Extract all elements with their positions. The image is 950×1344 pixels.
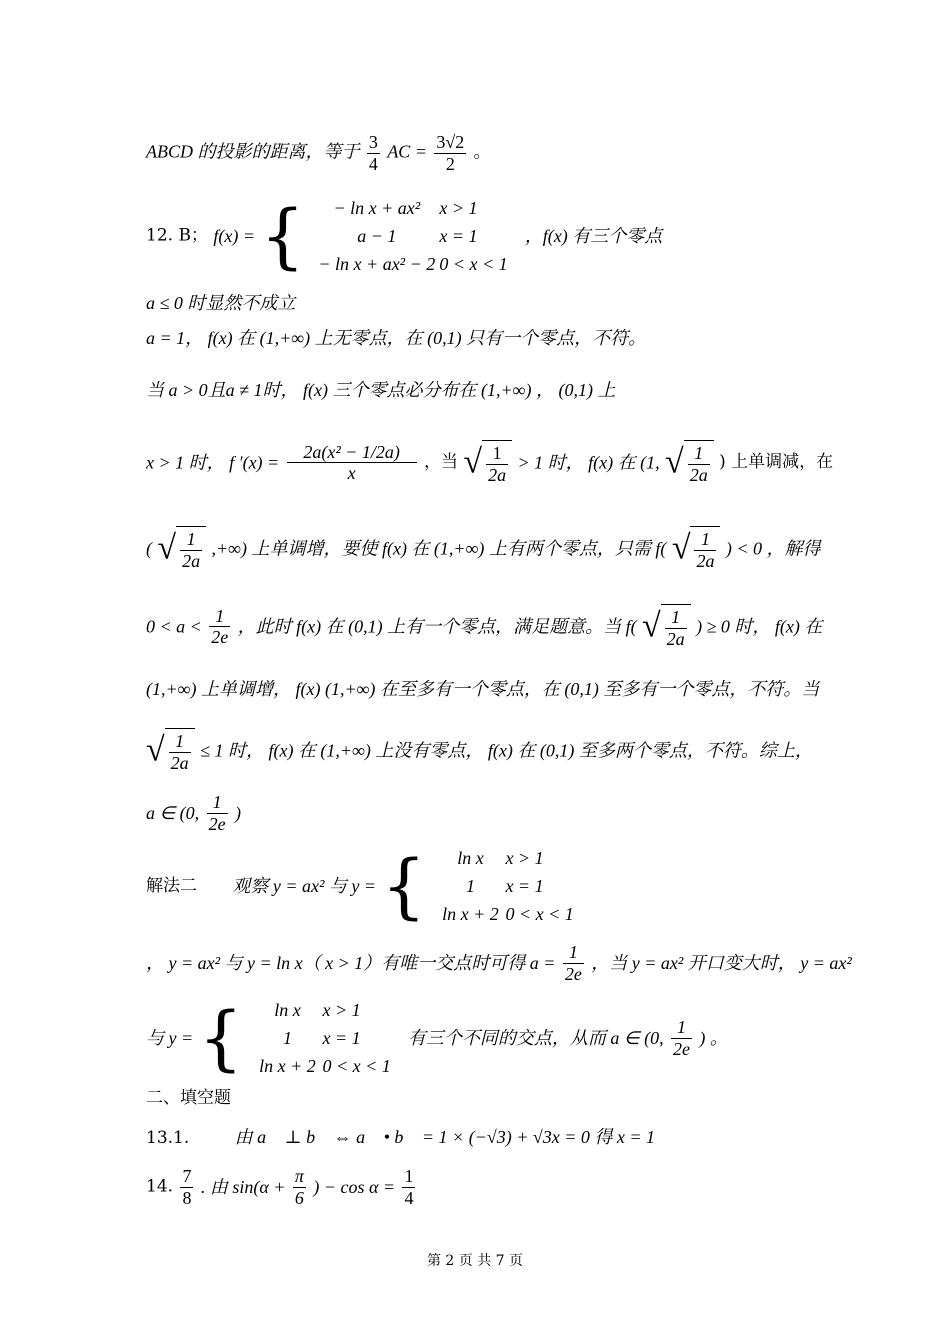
sqrt-1-over-2a: √ $\frac{1}{2a}$ <box>157 526 206 571</box>
line-answer: a ∈ (0, $\frac{1}{2e}$ ) <box>146 792 241 834</box>
line-increasing-2: (1,+∞) 上单调增， f(x) (1,+∞) 在至多有一个零点，在 (0,1) 至多有一个零点，不符。当 <box>146 679 820 699</box>
fraction-pi-6: $\frac{\pi}{6}$ <box>294 1166 304 1208</box>
sqrt-1-over-2a: √ $\frac{1}{2a}$ <box>642 604 691 649</box>
fraction-1-2e: $\frac{1}{2e}$ <box>673 1016 690 1059</box>
piecewise-cases-2: ln x x > 1 1 x = 1 ln x + 2 0 < x < 1 <box>442 848 574 924</box>
line-le-one: √ $\frac{1}{2a}$ ≤ 1 时， f(x) 在 (1,+∞) 上没有零点， f(x) 在 (0,1) 至多两个零点，不符。综上， <box>146 728 813 773</box>
derivative-fraction: $\frac{\text{2a(x² − 1/2a)}}{x}$ <box>287 442 417 484</box>
method2-line: 解法二 观察 y = ax² 与 y = { ln x x > 1 1 x = 1 ln x + 2 0 < x < 1 <box>146 844 585 928</box>
line-derivative: x > 1 时， f ′(x) = $\frac{\text{2a(x² − 1/2a)}}{x}$ ，当 √ $\frac{1}{2a}$ > 1 时， f(x) 在 (1, √ $\frac{1}{2a}$ ) 上单调减，在 <box>146 441 834 485</box>
line-a-eq-one: a = 1， f(x) 在 (1,+∞) 上无零点，在 (0,1) 只有一个零点，不符。 <box>146 328 647 348</box>
fraction-3-4: $\frac{3}{4}$ <box>368 132 378 174</box>
text: ABCD 的投影的距离，等于 <box>146 141 360 162</box>
piecewise-cases-3: ln x x > 1 1 x = 1 ln x + 2 0 < x < 1 <box>259 1000 391 1076</box>
left-brace-icon: { <box>198 997 244 1079</box>
piecewise-cases: − ln x + ax² x > 1 a − 1 x = 1 − ln x + ax² − 2 0 < x < 1 <box>318 198 508 274</box>
line-projection: ABCD 的投影的距离，等于 $\frac{3}{4}$ AC = $\frac{3√2}{2}$ 。 <box>146 132 491 174</box>
q12-definition: 12. B； f(x) = { − ln x + ax² x > 1 a − 1 x = 1 − ln x + ax² − 2 0 < x < 1 ，f(x) 有三个零点 <box>146 195 663 277</box>
line-solution: 0 < a < $\frac{1}{2e}$ ，此时 f(x) 在 (0,1) 上有一个零点，满足题意。当 f( √ $\frac{1}{2a}$ ) ≥ 0 时， f(x) 在 <box>146 605 823 649</box>
q14-line: 14. $\frac{7}{8}$ . 由 sin(α + $\frac{\pi}{6}$ ) − cos α = $\frac{1}{4}$ <box>146 1166 414 1208</box>
method2-line3: 与 y = { ln x x > 1 1 x = 1 ln x + 2 0 < x < 1 有三个不同的交点，从而 a ∈ (0, $\frac{1}{2e}$ ) 。 <box>146 997 728 1079</box>
left-brace-icon: { <box>260 195 305 277</box>
fraction-1-2e: $\frac{1}{2e}$ <box>564 942 582 984</box>
section-fill-in-blank: 二、填空题 <box>146 1088 231 1108</box>
fraction-1-4: $\frac{1}{4}$ <box>404 1166 414 1208</box>
method2-line2: ， y = ax² 与 y = ln x（ x > 1）有唯一交点时可得 a = $\frac{1}{2e}$ ，当 y = ax² 开口变大时， y = ax² <box>146 942 852 984</box>
line-when: 当 a > 0且a ≠ 1时， f(x) 三个零点必分布在 (1,+∞) ， (0,1) 上 <box>146 380 616 400</box>
fraction-7-8: $\frac{7}{8}$ <box>182 1166 192 1208</box>
sqrt-1-over-2a: √ $\frac{1}{2a}$ <box>665 440 714 485</box>
sqrt-1-over-2a: √ $\frac{1}{2a}$ <box>146 728 195 773</box>
line-increasing: ( √ $\frac{1}{2a}$ ,+∞) 上单调增，要使 f(x) 在 (1,+∞) 上有两个零点，只需 f( √ $\frac{1}{2a}$ ) < 0 ，解得 <box>146 526 821 571</box>
fraction-1-2e: $\frac{1}{2e}$ <box>208 792 226 834</box>
sqrt-1-over-2a: √ $\frac{1}{2a}$ <box>672 526 721 571</box>
line-a-le-zero: a ≤ 0 时显然不成立 <box>146 293 296 313</box>
left-brace-icon: { <box>381 845 427 927</box>
page-footer: 第 2 页 共 7 页 <box>426 1253 524 1269</box>
fraction-3sqrt2-2: $\frac{3√2}{2}$ <box>436 132 465 174</box>
q13-line: 13.1. 由 a⃗ ⊥ b⃗ ⇔ a⃗ • b⃗ = 1 × (−√3) + √3x = 0 得 x = 1 <box>146 1127 656 1148</box>
sqrt-1-over-2a: √ $\frac{1}{2a}$ <box>463 440 512 485</box>
fraction-1-2e: $\frac{1}{2e}$ <box>211 605 229 648</box>
